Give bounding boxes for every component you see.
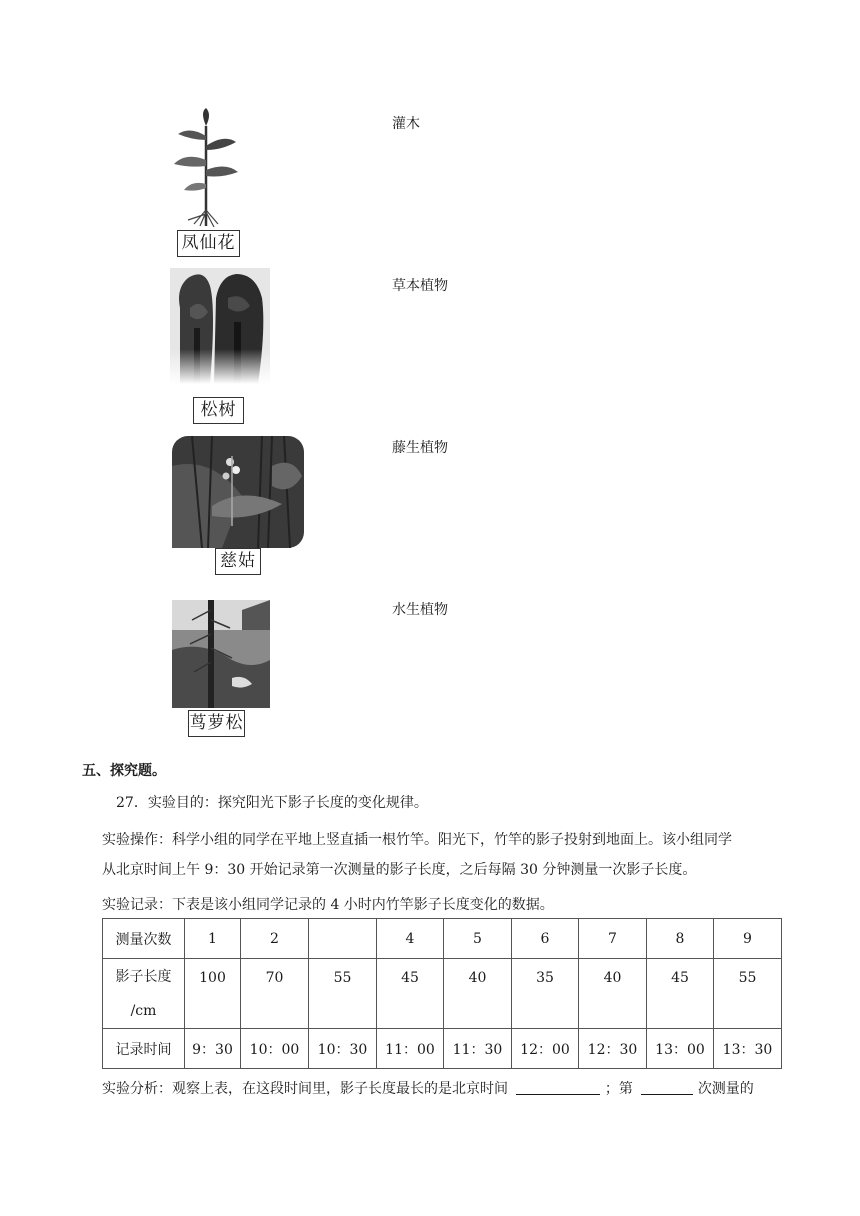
table-cell: 55	[309, 959, 377, 1029]
fengxianhua-image	[170, 106, 242, 228]
category-label: 水生植物	[392, 602, 448, 618]
plant-caption: 凤仙花	[177, 230, 240, 257]
table-cell: 9：30	[185, 1029, 241, 1069]
row-header-line: 影子长度	[115, 968, 172, 985]
table-row-count	[103, 919, 782, 959]
category-label: 草本植物	[392, 278, 448, 294]
experiment-analysis	[102, 1078, 754, 1098]
analysis-text: 实验分析：观察上表，在这段时间里，影子长度最长的是北京时间	[102, 1081, 508, 1097]
table-cell: 9	[714, 919, 782, 959]
plant-caption: 慈姑	[215, 548, 261, 575]
table-row-length	[103, 959, 782, 1029]
table-cell: 1	[185, 919, 241, 959]
experiment-operation-line2: 从北京时间上午 9：30 开始记录第一次测量的影子长度，之后每隔 30 分钟测量一次影子长度。	[102, 862, 697, 878]
table-cell: 100	[185, 959, 241, 1029]
table-cell: 40	[579, 959, 647, 1029]
table-cell: 11：00	[377, 1029, 444, 1069]
section-title: 五、探究题。	[82, 763, 166, 779]
table-cell: 5	[444, 919, 512, 959]
table-cell: 4	[377, 919, 444, 959]
category-label: 灌木	[392, 116, 420, 132]
table-cell	[309, 919, 377, 959]
table-cell: 12：30	[579, 1029, 647, 1069]
table-cell: 8	[647, 919, 714, 959]
analysis-text: ；第	[604, 1081, 633, 1097]
niaoluosong-image	[172, 600, 270, 708]
table-cell: 10：00	[241, 1029, 309, 1069]
table-cell: 55	[714, 959, 782, 1029]
table-cell: 13：30	[714, 1029, 782, 1069]
table-cell: 13：00	[647, 1029, 714, 1069]
row-header: 记录时间	[103, 1029, 185, 1069]
experiment-purpose: 27．实验目的：探究阳光下影子长度的变化规律。	[116, 795, 428, 811]
row-header-unit: /cm	[130, 1002, 157, 1019]
plant-caption: 茑萝松	[188, 710, 245, 737]
table-cell: 40	[444, 959, 512, 1029]
row-header: 测量次数	[103, 919, 185, 959]
table-cell: 6	[512, 919, 579, 959]
table-cell: 2	[241, 919, 309, 959]
row-header	[103, 959, 185, 1029]
table-cell: 11：30	[444, 1029, 512, 1069]
answer-blank-time[interactable]	[516, 1080, 600, 1095]
experiment-operation-line1: 实验操作：科学小组的同学在平地上竖直插一根竹竿。阳光下，竹竿的影子投射到地面上。该小组同学	[102, 832, 732, 848]
songshu-image	[170, 268, 270, 384]
plant-caption: 松树	[193, 397, 244, 424]
table-cell: 7	[579, 919, 647, 959]
experiment-record: 实验记录：下表是该小组同学记录的 4 小时内竹竿影子长度变化的数据。	[102, 897, 554, 913]
table-cell: 70	[241, 959, 309, 1029]
analysis-text: 次测量的	[697, 1081, 754, 1097]
table-cell: 10：30	[309, 1029, 377, 1069]
category-label: 藤生植物	[392, 440, 448, 456]
cigu-image	[172, 436, 304, 548]
table-cell: 45	[647, 959, 714, 1029]
table-cell: 45	[377, 959, 444, 1029]
table-cell: 35	[512, 959, 579, 1029]
data-table	[102, 918, 782, 1069]
answer-blank-count[interactable]	[641, 1080, 693, 1095]
table-row-time	[103, 1029, 782, 1069]
table-cell: 12：00	[512, 1029, 579, 1069]
